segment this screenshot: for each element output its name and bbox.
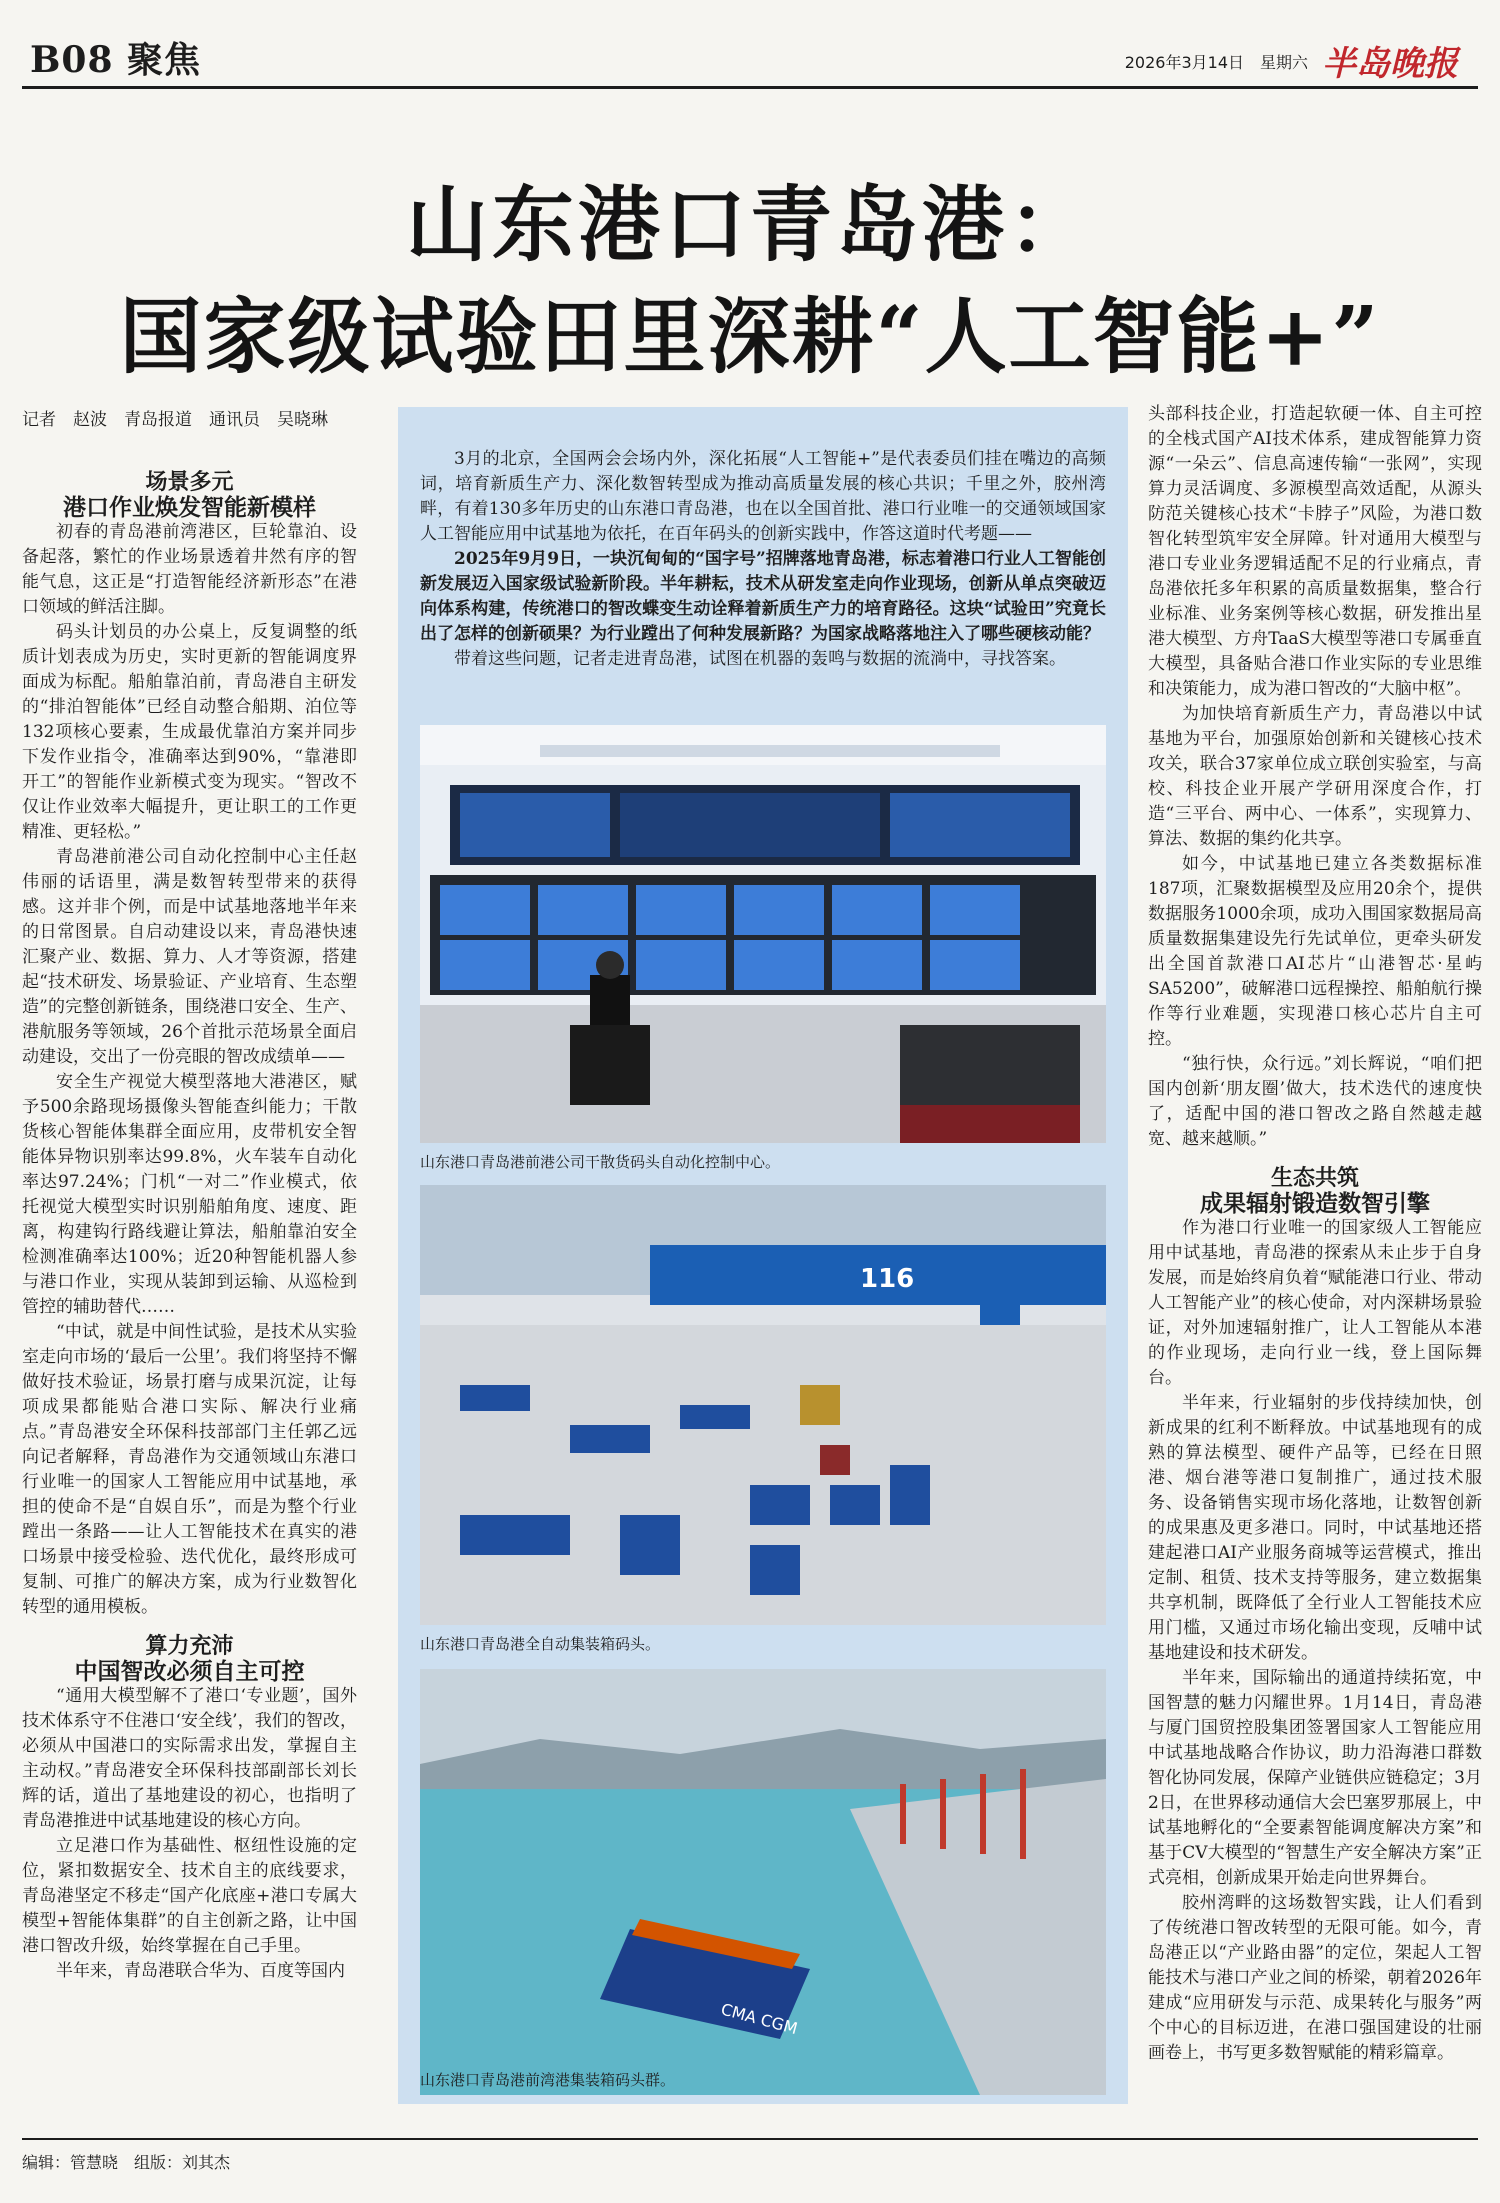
photo-caption: 山东港口青岛港前港公司干散货码头自动化控制中心。 <box>420 1153 781 1171</box>
paragraph: 胶州湾畔的这场数智实践，让人们看到了传统港口智改转型的无限可能。如今，青岛港正以“产业路由器”的定位，架起人工智能技术与港口产业之间的桥梁，朝着2026年建成“应用研发与示范、成果转化与服务”两个中心的目标迈进，在港口强国建设的壮丽画卷上，书写更多数智赋能的精彩篇章。 <box>1148 1893 1482 2063</box>
port-illustration <box>420 1669 1106 2095</box>
lead-text <box>420 447 1106 672</box>
paragraph: 初春的青岛港前湾港区，巨轮靠泊、设备起落，繁忙的作业场景透着井然有序的智能气息，这正是“打造智能经济新形态”在港口领域的鲜活注脚。 <box>22 522 357 617</box>
photo-container-port <box>420 1669 1106 2095</box>
section-title: 场景多元 <box>145 470 234 495</box>
issue-date: 2026年3月14日 星期六 <box>1124 53 1308 72</box>
paragraph: 码头计划员的办公桌上，反复调整的纸质计划表成为历史，实时更新的智能调度界面成为标配。船舶靠泊前，青岛港自主研发的“排泊智能体”已经自动整合船期、泊位等132项核心要素，生成最优靠泊方案并同步下发作业指令，准确率达到90%，“靠港即开工”的智能作业新模式变为现实。“智改不仅让作业效率大幅提升，更让职工的工作更精准、更轻松。” <box>22 622 357 842</box>
section-title: 算力充沛 <box>145 1633 234 1659</box>
photo-caption: 山东港口青岛港全自动集装箱码头。 <box>420 1635 661 1653</box>
control-center-illustration <box>420 725 1106 1143</box>
lead-panel <box>398 407 1128 2104</box>
photo-control-center <box>420 725 1106 1143</box>
ship-name: CMA CGM <box>718 1999 800 2039</box>
section-subtitle: 港口作业焕发智能新模样 <box>63 494 316 521</box>
section-subtitle: 成果辐射锻造数智引擎 <box>1200 1190 1430 1217</box>
section-title: 生态共筑 <box>1270 1165 1359 1191</box>
paragraph: 如今，中试基地已建立各类数据标准187项，汇聚数据模型及应用20余个，提供数据服务1000余项，成功入围国家数据局高质量数据集建设先行先试单位，更牵头研发出全国首款港口AI芯片“山港智芯·星屿SA5200”，破解港口远程操控、船舶航行操作等行业难题，实现港口核心芯片自主可控。 <box>1148 854 1482 1049</box>
photo-automated-terminal <box>420 1185 1106 1625</box>
crane-number: 116 <box>860 1264 915 1294</box>
photo-caption: 山东港口青岛港前湾港集装箱码头群。 <box>420 2071 676 2089</box>
paragraph: “独行快，众行远。”刘长辉说，“咱们把国内创新‘朋友圈’做大，技术迭代的速度快了，适配中国的港口智改之路自然越走越宽、越来越顺。” <box>1148 1054 1482 1149</box>
paragraph: 安全生产视觉大模型落地大港港区，赋予500余路现场摄像头智能查纠能力；干散货核心智能体集群全面应用，皮带机安全智能体异物识别率达99.8%，火车装车自动化率达97.24%；门机“一对二”作业模式，依托视觉大模型实时识别船舶角度、速度、距离，构建钩行路线避让算法，船舶靠泊安全检测准确率达100%；近20种智能机器人参与港口作业，实现从装卸到运输、从巡检到管控的辅助替代…… <box>22 1072 357 1317</box>
lead-paragraph: 带着这些问题，记者走进青岛港，试图在机器的轰鸣与数据的流淌中，寻找答案。 <box>454 649 1066 669</box>
page-footer: 编辑：管慧晓 组版：刘其杰 <box>22 2138 1478 2173</box>
right-column <box>1148 402 1482 2122</box>
page-number: B08 聚焦 <box>30 39 202 81</box>
paragraph: 半年来，国际输出的通道持续拓宽，中国智慧的魅力闪耀世界。1月14日，青岛港与厦门国贸控股集团签署国家人工智能应用中试基地战略合作协议，助力沿海港口群数智化协同发展，保障产业链供应链稳定；3月2日，在世界移动通信大会巴塞罗那展上，中试基地孵化的“全要素智能调度解决方案”和基于CV大模型的“智慧生产安全解决方案”正式亮相，创新成果开始走向世界舞台。 <box>1148 1668 1482 1888</box>
paragraph: 半年来，青岛港联合华为、百度等国内 <box>56 1961 345 1981</box>
paragraph: “中试，就是中间性试验，是技术从实验室走向市场的‘最后一公里’。我们将坚持不懈做好技术验证，场景打磨与成果沉淀，让每项成果都能贴合港口实际、解决行业痛点。”青岛港安全环保科技部部门主任郭乙远向记者解释，青岛港作为交通领域山东港口行业唯一的国家人工智能应用中试基地，承担的使命不是“自娱自乐”，而是为整个行业蹚出一条路——让人工智能技术在真实的港口场景中接受检验、迭代优化，最终形成可复制、可推广的解决方案，成为行业数智化转型的通用模板。 <box>22 1322 357 1617</box>
lead-paragraph: 3月的北京，全国两会会场内外，深化拓展“人工智能+”是代表委员们挂在嘴边的高频词，培育新质生产力、深化数智转型成为推动高质量发展的核心共识；千里之外，胶州湾畔，有着130多年历史的山东港口青岛港，也在以全国首批、港口行业唯一的交通领域国家人工智能应用中试基地为依托，在百年码头的创新实践中，作答这道时代考题—— <box>420 449 1106 544</box>
headline-line1: 山东港口青岛港： <box>405 177 1094 273</box>
paragraph: 为加快培育新质生产力，青岛港以中试基地为平台，加强原始创新和关键核心技术攻关，联合37家单位成立联创实验室，与高校、科技企业开展产学研用深度合作，打造“三平台、两中心、一体系”，实现算力、算法、数据的集约化共享。 <box>1148 704 1482 849</box>
paragraph: 半年来，行业辐射的步伐持续加快，创新成果的红利不断释放。中试基地现有的成熟的算法模型、硬件产品等，已经在日照港、烟台港等港口复制推广，通过技术服务、设备销售实现市场化落地，让数智创新的成果惠及更多港口。同时，中试基地还搭建起港口AI产业服务商城等运营模式，推出定制、租赁、技术支持等服务，建立数据集共享机制，既降低了全行业人工智能技术应用门槛，又通过市场化输出变现，反哺中试基地建设和技术研发。 <box>1148 1393 1482 1663</box>
lead-paragraph: 2025年9月9日，一块沉甸甸的“国字号”招牌落地青岛港，标志着港口行业人工智能创新发展迈入国家级试验新阶段。半年耕耘，技术从研发室走向作业现场，创新从单点突破迈向体系构建，传统港口的智改蝶变生动诠释着新质生产力的培育路径。这块“试验田”究竟长出了怎样的创新硕果？为行业蹚出了何种发展新路？为国家战略落地注入了哪些硬核动能？ <box>420 549 1106 644</box>
left-column <box>22 470 357 2060</box>
page-header <box>22 28 1478 89</box>
newspaper-logo: 半岛晚报 <box>1322 44 1458 84</box>
terminal-illustration <box>420 1185 1106 1625</box>
byline: 记者 赵波 青岛报道 通讯员 吴晓琳 <box>22 410 328 430</box>
paragraph: 青岛港前港公司自动化控制中心主任赵伟丽的话语里，满是数智转型带来的获得感。这并非个例，而是中试基地落地半年来的日常图景。自启动建设以来，青岛港快速汇聚产业、数据、算力、人才等资源，搭建起“技术研发、场景验证、产业培育、生态塑造”的完整创新链条，围绕港口安全、生产、港航服务等领域，26个首批示范场景全面启动建设，交出了一份亮眼的智改成绩单—— <box>22 847 357 1067</box>
paragraph: 作为港口行业唯一的国家级人工智能应用中试基地，青岛港的探索从未止步于自身发展，而是始终肩负着“赋能港口行业、带动人工智能产业”的核心使命，对内深耕场景验证，对外加速辐射推广，让人工智能从本港的作业现场，走向行业一线，登上国际舞台。 <box>1148 1218 1482 1388</box>
paragraph: 头部科技企业，打造起软硬一体、自主可控的全栈式国产AI技术体系，建成智能算力资源“一朵云”、信息高速传输“一张网”，实现算力灵活调度、多源模型高效适配，从源头防范关键核心技术“卡脖子”风险，为港口数智化转型筑牢安全屏障。针对通用大模型与港口专业业务逻辑适配不足的行业痛点，青岛港依托多年积累的高质量数据集，整合行业标准、业务案例等核心数据，研发推出星港大模型、方舟TaaS大模型等港口专属垂直大模型，具备贴合港口作业实际的专业思维和决策能力，成为港口智改的“大脑中枢”。 <box>1148 404 1482 699</box>
paragraph: 立足港口作为基础性、枢纽性设施的定位，紧扣数据安全、技术自主的底线要求，青岛港坚定不移走“国产化底座+港口专属大模型+智能体集群”的自主创新之路，让中国港口智改升级，始终掌握在自己手里。 <box>22 1836 357 1956</box>
headline-line2: 国家级试验田里深耕“人工智能+” <box>119 289 1381 385</box>
section-subtitle: 中国智改必须自主可控 <box>74 1658 305 1685</box>
paragraph: “通用大模型解不了港口‘专业题’，国外技术体系守不住港口‘安全线’，我们的智改，必须从中国港口的实际需求出发，掌握自主主动权。”青岛港安全环保科技部副部长刘长辉的话，道出了基地建设的初心，也指明了青岛港推进中试基地建设的核心方向。 <box>22 1686 357 1831</box>
